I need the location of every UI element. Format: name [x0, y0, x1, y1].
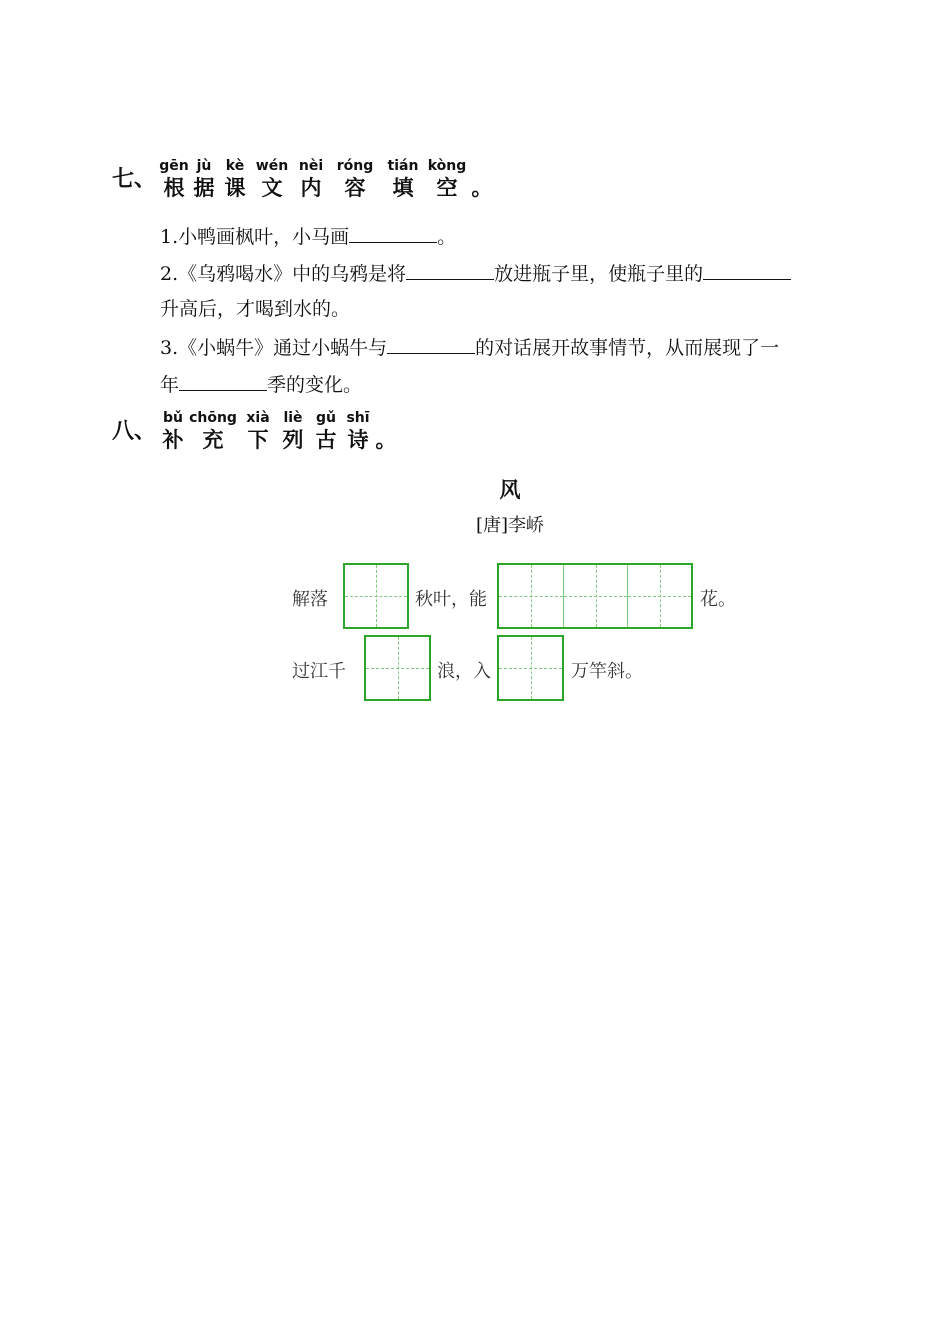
section-7-title-char: [426, 158, 468, 202]
question-1: [160, 222, 456, 250]
section-7-title-char: [330, 158, 380, 202]
question-2-text-b: 放进瓶子里，使瓶子里的: [494, 263, 704, 285]
question-2-line-2: [160, 296, 350, 322]
section-7-title-pinyin: wén: [255, 158, 289, 174]
section-8-title-pinyin: gǔ: [316, 410, 336, 426]
grid-cell[interactable]: [627, 565, 691, 627]
writing-grid[interactable]: [497, 563, 693, 629]
grid-cell[interactable]: [366, 637, 429, 699]
grid-cell[interactable]: [563, 565, 627, 627]
section-7-title-hanzi: 填: [392, 176, 414, 200]
poem-line-2-text-b: 浪，入: [437, 661, 491, 682]
question-3-line-1: [160, 333, 779, 361]
grid-cell[interactable]: [499, 565, 563, 627]
section-8-title-pinyin: [384, 410, 389, 426]
section-7-title-pinyin: róng: [336, 158, 374, 174]
section-7-title-char: [190, 158, 218, 202]
section-7-title-char: [380, 158, 426, 202]
section-8-title-hanzi: 列: [282, 428, 304, 452]
poem-line-1-text-c: 花。: [700, 589, 736, 610]
section-7-title-pinyin: tián: [387, 158, 419, 174]
section-8-title-char: [278, 410, 308, 454]
writing-grid[interactable]: [343, 563, 409, 629]
question-1-end: 。: [437, 226, 457, 248]
section-7-title-hanzi: 内: [300, 176, 322, 200]
writing-grid[interactable]: [364, 635, 431, 701]
section-7-title-hanzi: 文: [261, 176, 283, 200]
section-8-title-char: [372, 410, 400, 454]
section-8-title-pinyin: xià: [246, 410, 270, 426]
section-8-title-hanzi: 诗: [347, 428, 369, 452]
answer-blank[interactable]: [349, 222, 437, 243]
question-3-text-a: 3.《小蜗牛》通过小蜗牛与: [160, 337, 388, 359]
poem-author: [唐]李峤: [475, 515, 545, 536]
section-7-title-hanzi: 根: [163, 176, 185, 200]
section-8-title-char: [188, 410, 238, 454]
question-1-text: 1.小鸭画枫叶，小马画: [160, 226, 350, 248]
section-8-title-hanzi: 。: [375, 428, 397, 452]
section-8-title-pinyin: chōng: [189, 410, 237, 426]
question-2-line-1: [160, 259, 791, 287]
section-7-title-pinyin: [480, 158, 485, 174]
section-7-title-char: [158, 158, 190, 202]
poem-title: 风: [499, 478, 521, 502]
question-3-text-c: 年: [160, 374, 180, 396]
section-8-title-pinyin: liè: [283, 410, 303, 426]
section-7-title-pinyin: gēn: [159, 158, 189, 174]
section-8-title: [158, 410, 400, 454]
question-3-text-b: 的对话展开故事情节，从而展现了一: [475, 337, 780, 359]
section-8-title-pinyin: shī: [346, 410, 370, 426]
question-3-text-d: 季的变化。: [267, 374, 363, 396]
section-7-title: [158, 158, 496, 202]
poem-line-2-text-c: 万竿斜。: [571, 661, 643, 682]
section-8-title-hanzi: 下: [247, 428, 269, 452]
section-7-title-char: [468, 158, 496, 202]
section-7-title-char: [292, 158, 330, 202]
section-7-title-hanzi: 据: [193, 176, 215, 200]
section-7-title-hanzi: 空: [436, 176, 458, 200]
section-7-title-pinyin: nèi: [298, 158, 324, 174]
section-8-title-char: [308, 410, 344, 454]
poem-line-1-text-b: 秋叶，能: [415, 589, 487, 610]
section-7-title-hanzi: 容: [344, 176, 366, 200]
section-7-title-char: [252, 158, 292, 202]
section-7-title-pinyin: jù: [196, 158, 212, 174]
question-2-text-a: 2.《乌鸦喝水》中的乌鸦是将: [160, 263, 407, 285]
answer-blank[interactable]: [703, 259, 791, 280]
section-7-title-hanzi: 。: [471, 176, 493, 200]
section-8-title-hanzi: 补: [162, 428, 184, 452]
section-7-title-pinyin: kè: [225, 158, 245, 174]
question-3-line-2: [160, 370, 362, 398]
section-8-title-char: [238, 410, 278, 454]
section-7-title-pinyin: kòng: [427, 158, 467, 174]
grid-cell[interactable]: [499, 637, 562, 699]
section-7-title-hanzi: 课: [224, 176, 246, 200]
poem-line-2-text-a: 过江千: [292, 661, 346, 682]
section-7-title-char: [218, 158, 252, 202]
writing-grid[interactable]: [497, 635, 564, 701]
section-8-title-hanzi: 充: [202, 428, 224, 452]
section-8-title-hanzi: 古: [315, 428, 337, 452]
answer-blank[interactable]: [406, 259, 494, 280]
section-8-title-char: [344, 410, 372, 454]
poem-line-1-text-a: 解落: [292, 589, 328, 610]
answer-blank[interactable]: [387, 333, 475, 354]
section-8-title-pinyin: bǔ: [163, 410, 183, 426]
section-8-title-char: [158, 410, 188, 454]
grid-cell[interactable]: [345, 565, 407, 627]
question-2-text-c: 升高后，才喝到水的。: [160, 298, 351, 320]
answer-blank[interactable]: [179, 370, 267, 391]
